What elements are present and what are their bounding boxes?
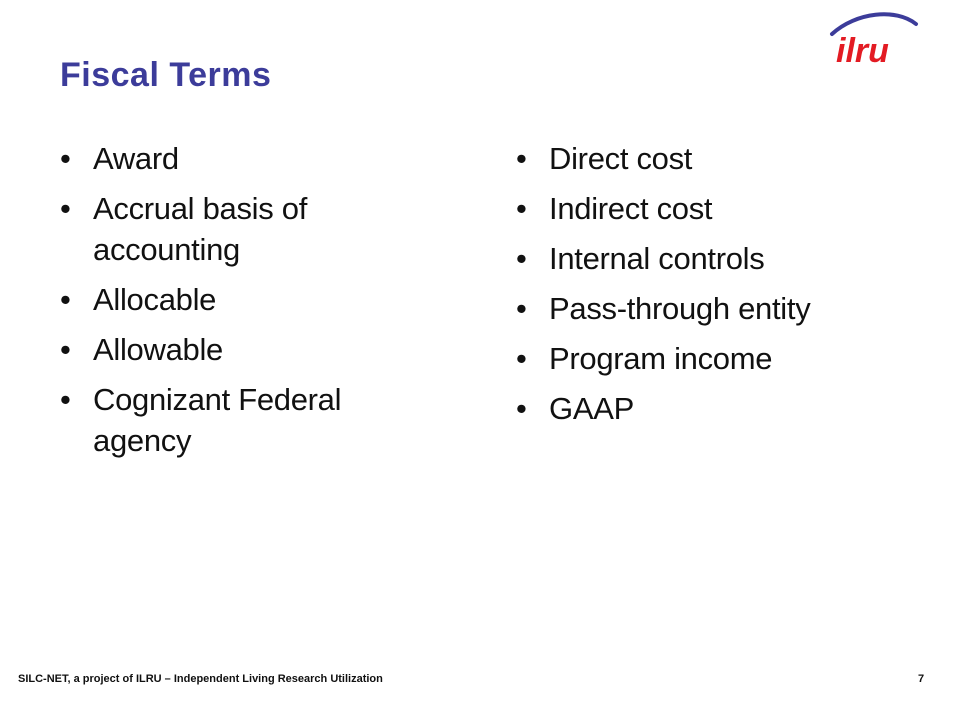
list-item: • Award [60,138,400,179]
list-item: • Allowable [60,329,400,370]
footer-text: SILC-NET, a project of ILRU – Independent Living Research Utilization [18,673,383,685]
bullet-icon: • [60,382,71,417]
list-item: • Allocable [60,279,400,320]
bullet-icon: • [516,241,527,276]
bullet-icon: • [516,141,527,176]
page-number: 7 [918,673,925,685]
bullet-icon: • [516,191,527,226]
right-term-list [516,138,936,438]
bullet-icon: • [60,282,71,317]
bullet-icon: • [516,291,527,326]
list-item: • GAAP [516,388,936,429]
svg-text:ilru: ilru [836,32,889,70]
bullet-icon: • [516,391,527,426]
list-item: • Internal controls [516,238,936,279]
ilru-logo-icon [826,8,922,72]
list-item: • Program income [516,338,936,379]
bullet-icon: • [60,141,71,176]
bullet-icon: • [60,332,71,367]
list-item: • Direct cost [516,138,936,179]
slide-title: Fiscal Terms [60,56,272,94]
list-item: • Pass-through entity [516,288,936,329]
list-item: • Cognizant Federal agency [60,379,400,461]
list-item: • Indirect cost [516,188,936,229]
bullet-icon: • [60,191,71,226]
bullet-icon: • [516,341,527,376]
list-item: • Accrual basis of accounting [60,188,400,270]
left-term-list [60,138,400,470]
